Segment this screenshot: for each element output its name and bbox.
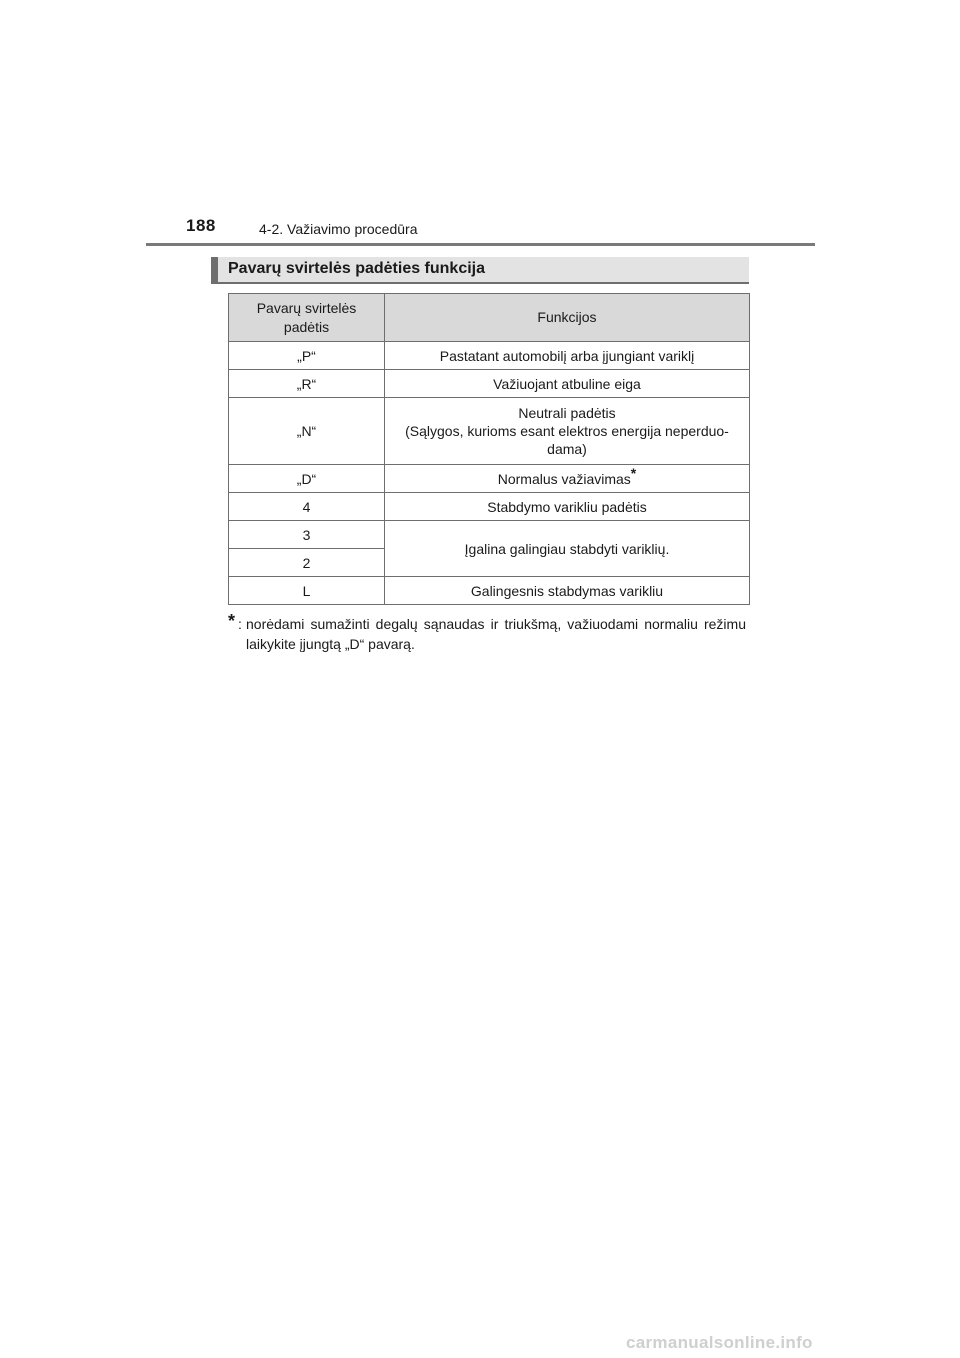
cell-function xyxy=(385,465,750,493)
table-row xyxy=(229,493,750,521)
cell-position: 3 xyxy=(229,521,385,549)
cell-function: Važiuojant atbuline eiga xyxy=(385,370,750,398)
header-position-line2: padėtis xyxy=(283,318,330,335)
table-row xyxy=(229,370,750,398)
cell-function-line2: (Sąlygos, kurioms esant elektros energija neperduo- xyxy=(405,423,729,439)
table-row xyxy=(229,521,750,549)
running-head: 4-2. Važiavimo procedūra xyxy=(259,221,418,237)
table-row xyxy=(229,342,750,370)
table-header-row xyxy=(229,294,750,342)
header-functions: Funkcijos xyxy=(385,294,750,342)
watermark: carmanualsonline.info xyxy=(626,1333,813,1352)
table-row xyxy=(229,465,750,493)
cell-position: 4 xyxy=(229,493,385,521)
header-rule xyxy=(146,243,815,246)
cell-position: 2 xyxy=(229,549,385,577)
section-heading-bar xyxy=(211,257,749,284)
cell-position: „N“ xyxy=(229,398,385,465)
cell-function: Stabdymo varikliu padėtis xyxy=(385,493,750,521)
footnote-mark: * xyxy=(228,611,236,631)
section-accent xyxy=(211,257,218,282)
cell-function-merged: Įgalina galingiau stabdyti variklių. xyxy=(385,521,750,577)
header-position-line1: Pavarų svirtelės xyxy=(256,299,357,316)
footnote xyxy=(228,611,746,654)
cell-position: „R“ xyxy=(229,370,385,398)
cell-position: „P“ xyxy=(229,342,385,370)
section-title: Pavarų svirtelės padėties funkcija xyxy=(228,260,486,277)
footnote-ref-mark: * xyxy=(630,464,637,481)
shift-position-table xyxy=(228,293,750,605)
table-row xyxy=(229,577,750,605)
cell-function: Galingesnis stabdymas varikliu xyxy=(385,577,750,605)
footnote-colon: : xyxy=(238,616,242,632)
header-position xyxy=(229,294,385,342)
cell-function-text: Normalus važiavimas xyxy=(497,470,631,487)
footnote-text: norėdami sumažinti degalų sąnaudas ir triukšmą, važiuodami normaliu režimu laikykite įjungtą „D“ pavarą. xyxy=(246,616,746,652)
cell-function: Pastatant automobilį arba įjungiant variklį xyxy=(385,342,750,370)
cell-position: L xyxy=(229,577,385,605)
cell-function-line3: dama) xyxy=(547,441,587,457)
cell-position: „D“ xyxy=(229,465,385,493)
table-row xyxy=(229,398,750,465)
cell-function-line1: Neutrali padėtis xyxy=(518,405,616,421)
page-number: 188 xyxy=(186,216,216,235)
cell-function xyxy=(385,398,750,465)
